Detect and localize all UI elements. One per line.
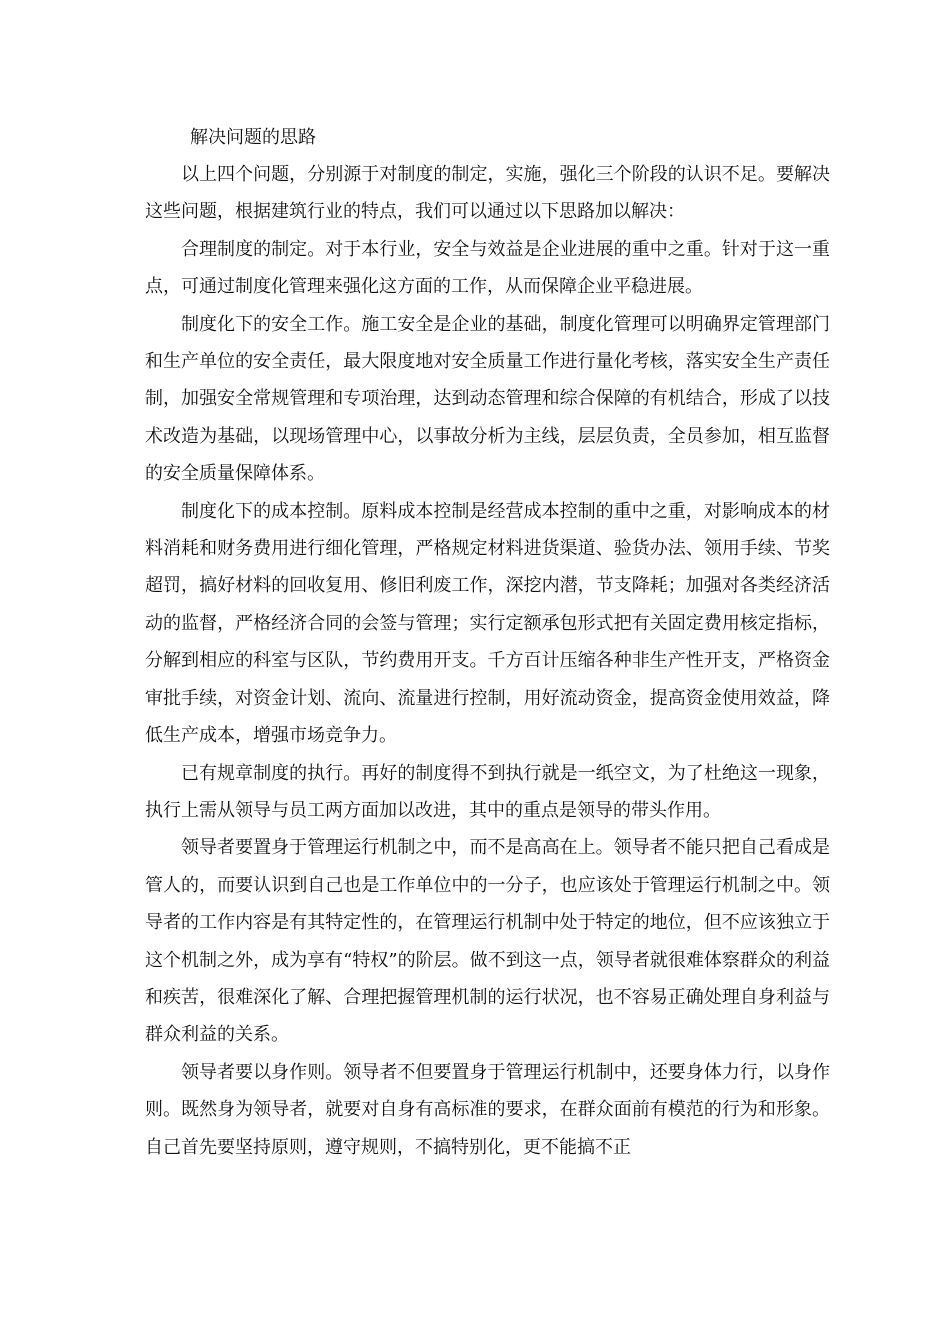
paragraph-rule-execution: 已有规章制度的执行。再好的制度得不到执行就是一纸空文，为了杜绝这一现象，执行上需从领导与员工两方面加以改进，其中的重点是领导的带头作用。 [145, 762, 830, 821]
document-body [145, 120, 830, 1166]
paragraph-intro: 以上四个问题，分别源于对制度的制定，实施，强化三个阶段的认识不足。要解决这些问题，根据建筑行业的特点，我们可以通过以下思路加以解决： [145, 164, 830, 223]
paragraph-rule-making: 合理制度的制定。对于本行业，安全与效益是企业进展的重中之重。针对于这一重点，可通过制度化管理来强化这方面的工作，从而保障企业平稳进展。 [145, 238, 830, 298]
paragraph-leader-example: 领导者要以身作则。领导者不但要置身于管理运行机制中，还要身体力行，以身作则。既然身为领导者，就要对自身有高标准的要求，在群众面前有模范的行为和形象。自己首先要坚持原则，遵守规则，不搞特别化，更不能搞不正 [145, 1061, 830, 1158]
paragraph-leader-in-mechanism: 领导者要置身于管理运行机制之中，而不是高高在上。领导者不能只把自己看成是管人的，而要认识到自己也是工作单位中的一分子，也应该处于管理运行机制之中。领导者的工作内容是有其特定性的，在管理运行机制中处于特定的地位，但不应该独立于这个机制之外，成为享有“特权”的阶层。做不到这一点，领导者就很难体察群众的利益和疾苦，很难深化了解、合理把握管理机制的运行状况，也不容易正确处理自身利益与群众利益的关系。 [145, 837, 830, 1046]
section-heading: 解决问题的思路 [190, 127, 316, 148]
paragraph-cost-control: 制度化下的成本控制。原料成本控制是经营成本控制的重中之重，对影响成本的材料消耗和财务费用进行细化管理，严格规定材料进货渠道、验货办法、领用手续、节奖超罚，搞好材料的回收复用、修旧利废工作，深挖内潜，节支降耗；加强对各类经济活动的监督，严格经济合同的会签与管理；实行定额承包形式把有关固定费用核定指标，分解到相应的科室与区队，节约费用开支。千方百计压缩各种非生产性开支，严格资金审批手续，对资金计划、流向、流量进行控制，用好流动资金，提高资金使用效益，降低生产成本，增强市场竞争力。 [145, 500, 830, 747]
paragraph-safety-work: 制度化下的安全工作。施工安全是企业的基础，制度化管理可以明确界定管理部门和生产单位的安全责任，最大限度地对安全质量工作进行量化考核，落实安全生产责任制，加强安全常规管理和专项治理，达到动态管理和综合保障的有机结合，形成了以技术改造为基础，以现场管理中心，以事故分析为主线，层层负责，全员参加，相互监督的安全质量保障体系。 [145, 313, 830, 485]
